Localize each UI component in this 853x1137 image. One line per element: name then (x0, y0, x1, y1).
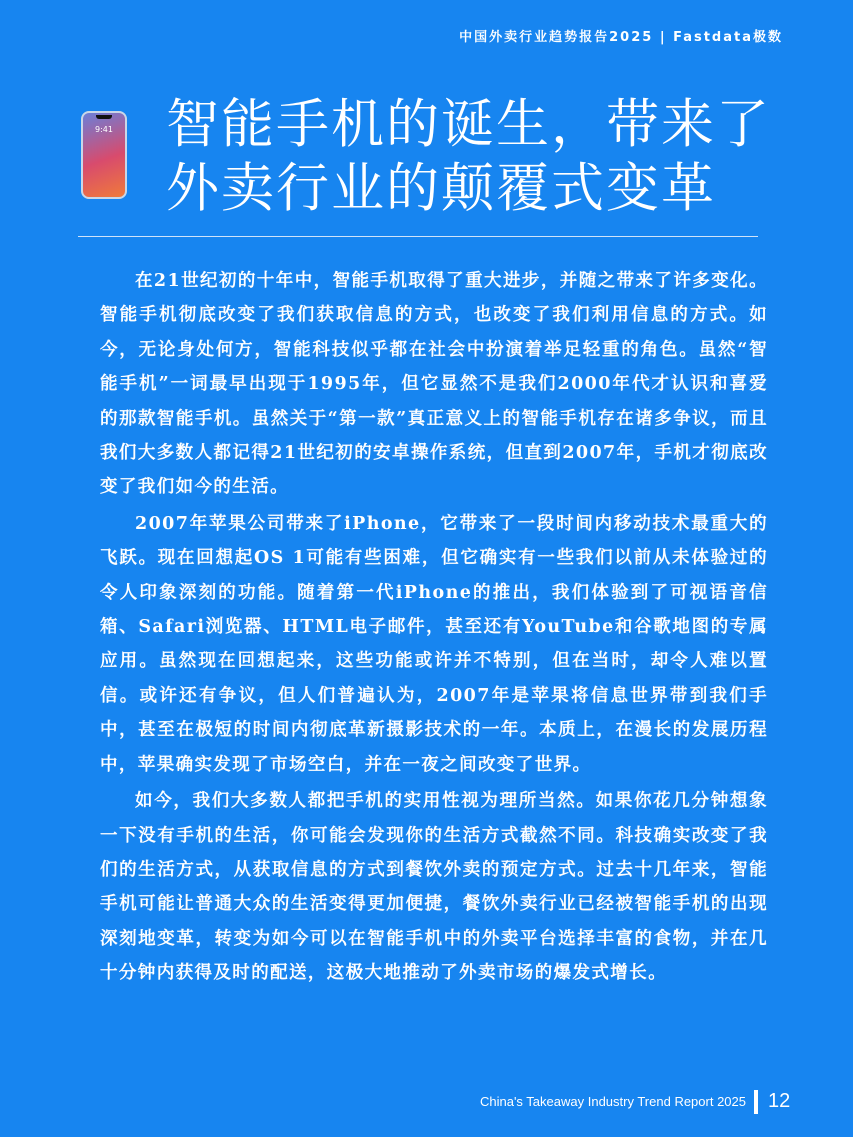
paragraph: 在21世纪初的十年中，智能手机取得了重大进步，并随之带来了许多变化。智能手机彻底改变了我们获取信息的方式，也改变了我们利用信息的方式。如今，无论身处何方，智能科技似乎都在社会中扮演着举足轻重的角色。虽然“智能手机”一词最早出现于1995年，但它显然不是我们2000年代才认识和喜爱的那款智能手机。虽然关于“第一款”真正意义上的智能手机存在诸多争议，而且我们大多数人都记得21世纪初的安卓操作系统，但直到2007年，手机才彻底改变了我们如今的生活。 (100, 271, 768, 498)
page-title-line-1: 智能手机的诞生，带来了 (166, 94, 771, 155)
smartphone-icon (81, 111, 127, 199)
page-number: 12 (768, 1090, 791, 1112)
title-divider (78, 236, 758, 237)
footer-divider-bar (754, 1090, 758, 1114)
phone-notch (96, 115, 112, 119)
paragraph: 如今，我们大多数人都把手机的实用性视为理所当然。如果你花几分钟想象一下没有手机的生活，你可能会发现你的生活方式截然不同。科技确实改变了我们的生活方式，从获取信息的方式到餐饮外卖的预定方式。过去十几年来，智能手机可能让普通大众的生活变得更加便捷，餐饮外卖行业已经被智能手机的出现深刻地变革，转变为如今可以在智能手机中的外卖平台选择丰富的食物，并在几十分钟内获得及时的配送，这极大地推动了外卖市场的爆发式增长。 (100, 791, 768, 984)
footer-report-title: China's Takeaway Industry Trend Report 2025 (479, 1094, 746, 1109)
page-title (166, 93, 806, 221)
paragraph: 2007年苹果公司带来了iPhone，它带来了一段时间内移动技术最重大的飞跃。现在回想起OS 1可能有些困难，但它确实有一些我们以前从未体验过的令人印象深刻的功能。随着第一代iPhone的推出，我们体验到了可视语音信箱、Safari浏览器、HTML电子邮件，甚至还有YouTube和谷歌地图的专属应用。虽然现在回想起来，这些功能或许并不特别，但在当时，却令人难以置信。或许还有争议，但人们普遍认为，2007年是苹果将信息世界带到我们手中，甚至在极短的时间内彻底革新摄影技术的一年。本质上，在漫长的发展历程中，苹果确实发现了市场空白，并在一夜之间改变了世界。 (100, 513, 768, 775)
article-body (100, 264, 768, 993)
phone-clock: 9:41 (95, 125, 113, 134)
report-header: 中国外卖行业趋势报告2025 | Fastdata极数 (459, 30, 783, 45)
page-title-line-2: 外卖行业的颠覆式变革 (166, 158, 716, 219)
page-footer (0, 1090, 853, 1114)
